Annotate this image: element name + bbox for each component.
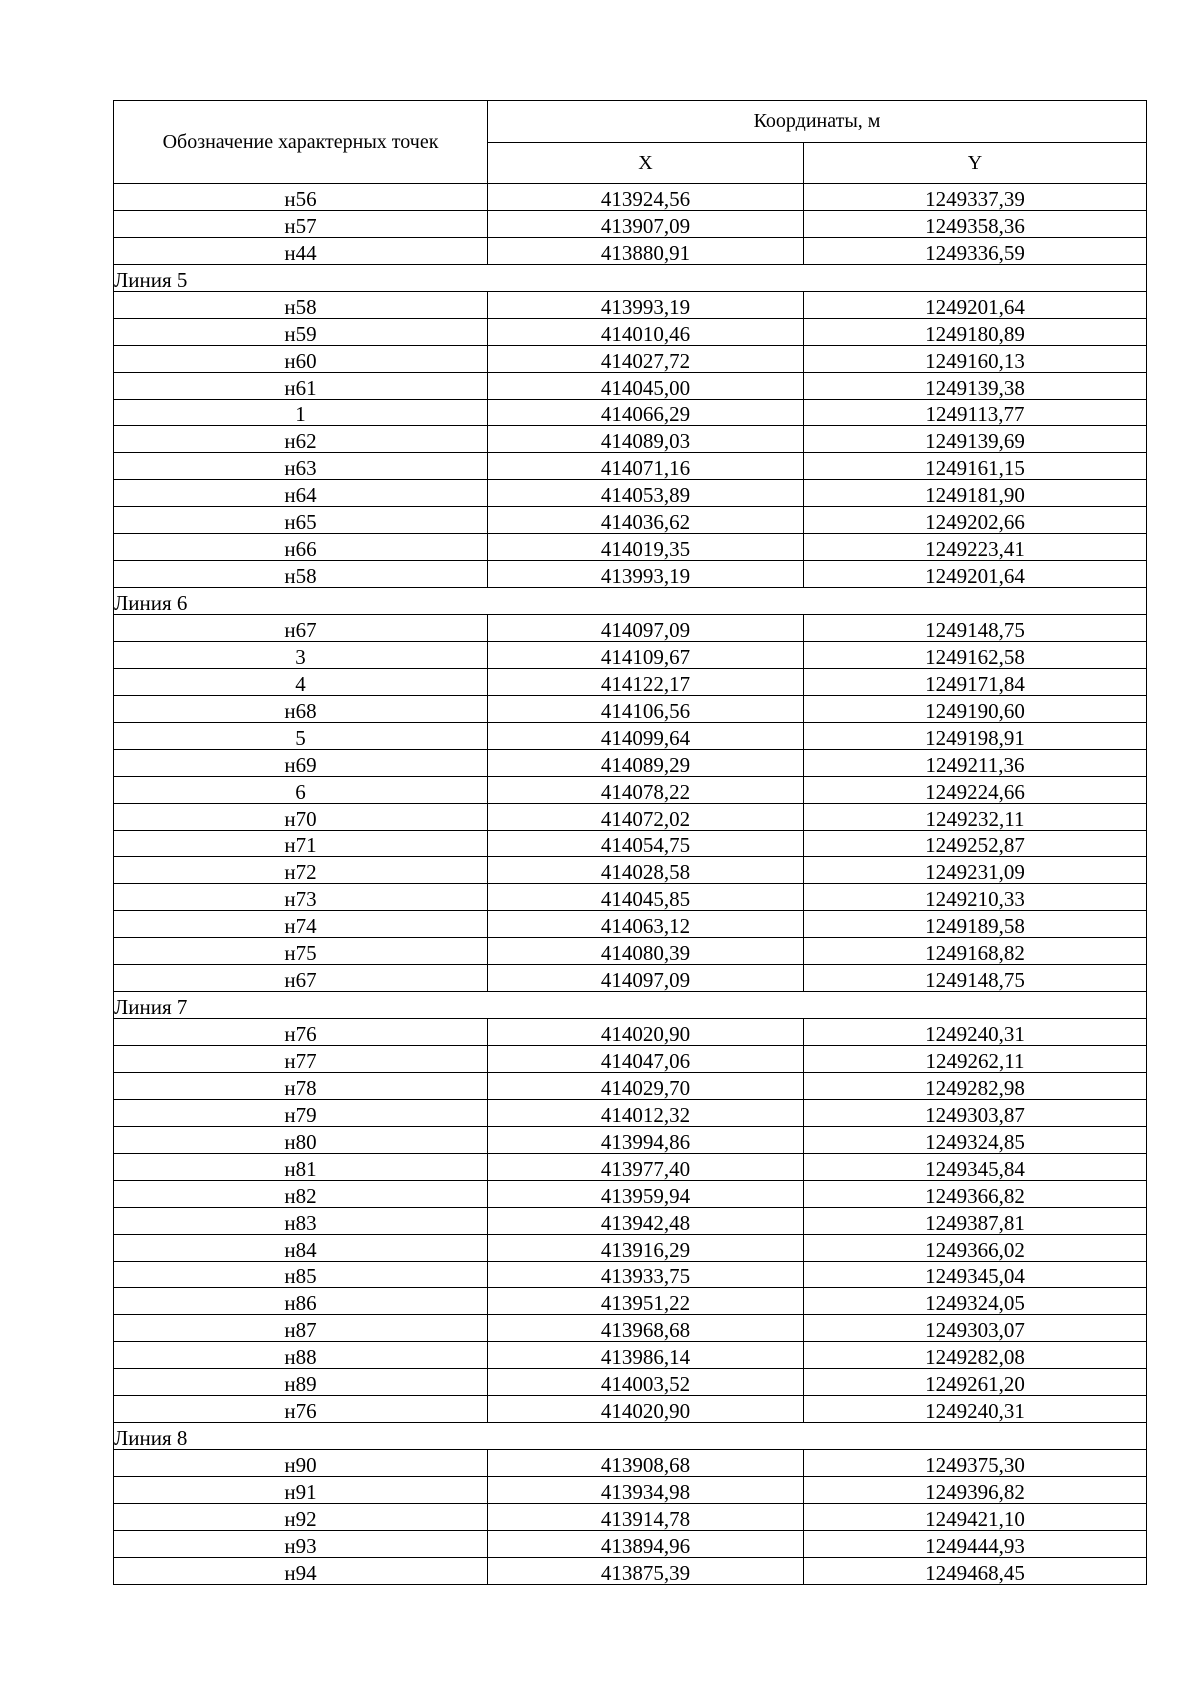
point-cell: н75 [114,938,488,965]
table-row [114,1530,1147,1557]
x-cell: 414045,00 [488,372,804,399]
table-row [114,1126,1147,1153]
x-cell: 414106,56 [488,695,804,722]
table-row [114,1396,1147,1423]
y-cell: 1249232,11 [804,803,1147,830]
y-cell: 1249240,31 [804,1396,1147,1423]
y-cell: 1249189,58 [804,911,1147,938]
x-cell: 414072,02 [488,803,804,830]
x-cell: 414027,72 [488,345,804,372]
y-cell: 1249262,11 [804,1046,1147,1073]
y-cell: 1249113,77 [804,399,1147,426]
y-cell: 1249168,82 [804,938,1147,965]
table-row [114,1180,1147,1207]
y-cell: 1249468,45 [804,1557,1147,1584]
x-cell: 413986,14 [488,1342,804,1369]
y-cell: 1249201,64 [804,291,1147,318]
y-cell: 1249396,82 [804,1477,1147,1504]
table-row [114,399,1147,426]
x-cell: 414066,29 [488,399,804,426]
y-cell: 1249211,36 [804,749,1147,776]
point-cell: н64 [114,480,488,507]
x-cell: 414029,70 [488,1072,804,1099]
header-row [114,101,1147,143]
section-row [114,588,1147,615]
table-row [114,641,1147,668]
point-cell: н59 [114,318,488,345]
table-row [114,749,1147,776]
point-designation-header: Обозначение характерных точек [114,101,488,184]
table-row [114,1046,1147,1073]
point-cell: н91 [114,1477,488,1504]
y-cell: 1249421,10 [804,1503,1147,1530]
point-cell: н84 [114,1234,488,1261]
x-cell: 413875,39 [488,1557,804,1584]
y-cell: 1249324,05 [804,1288,1147,1315]
y-cell: 1249444,93 [804,1530,1147,1557]
y-cell: 1249210,33 [804,884,1147,911]
table-row [114,911,1147,938]
table-row [114,453,1147,480]
point-cell: н56 [114,184,488,211]
table-row [114,184,1147,211]
x-cell: 414078,22 [488,776,804,803]
point-cell: н85 [114,1261,488,1288]
y-cell: 1249324,85 [804,1126,1147,1153]
table-row [114,345,1147,372]
table-row [114,965,1147,992]
x-cell: 413994,86 [488,1126,804,1153]
point-cell: н58 [114,561,488,588]
point-cell: н67 [114,615,488,642]
point-cell: 3 [114,641,488,668]
x-cell: 413934,98 [488,1477,804,1504]
point-cell: н93 [114,1530,488,1557]
x-cell: 414020,90 [488,1396,804,1423]
y-cell: 1249202,66 [804,507,1147,534]
y-cell: 1249336,59 [804,237,1147,264]
y-cell: 1249148,75 [804,965,1147,992]
x-cell: 414020,90 [488,1019,804,1046]
x-cell: 414099,64 [488,722,804,749]
point-cell: н57 [114,210,488,237]
x-cell: 414053,89 [488,480,804,507]
table-row [114,1342,1147,1369]
table-row [114,884,1147,911]
x-cell: 414012,32 [488,1099,804,1126]
table-row [114,1099,1147,1126]
point-cell: н88 [114,1342,488,1369]
point-cell: н65 [114,507,488,534]
table-row [114,1369,1147,1396]
point-cell: н71 [114,830,488,857]
point-cell: н87 [114,1315,488,1342]
table-row [114,1288,1147,1315]
x-cell: 414045,85 [488,884,804,911]
x-cell: 414019,35 [488,534,804,561]
table-row [114,776,1147,803]
table-row [114,507,1147,534]
x-cell: 413880,91 [488,237,804,264]
x-cell: 414036,62 [488,507,804,534]
point-cell: н82 [114,1180,488,1207]
table-row [114,1072,1147,1099]
x-cell: 413916,29 [488,1234,804,1261]
x-cell: 413951,22 [488,1288,804,1315]
point-cell: н89 [114,1369,488,1396]
coordinates-table [113,100,1147,1585]
point-cell: н94 [114,1557,488,1584]
table-row [114,722,1147,749]
point-cell: н60 [114,345,488,372]
table-row [114,237,1147,264]
section-row [114,992,1147,1019]
table-row [114,1234,1147,1261]
table-row [114,1450,1147,1477]
y-cell: 1249160,13 [804,345,1147,372]
y-cell: 1249180,89 [804,318,1147,345]
point-cell: 5 [114,722,488,749]
table-row [114,668,1147,695]
y-cell: 1249148,75 [804,615,1147,642]
y-cell: 1249231,09 [804,857,1147,884]
y-cell: 1249358,36 [804,210,1147,237]
point-cell: н62 [114,426,488,453]
y-cell: 1249345,84 [804,1153,1147,1180]
x-cell: 413968,68 [488,1315,804,1342]
x-cell: 413942,48 [488,1207,804,1234]
y-cell: 1249240,31 [804,1019,1147,1046]
x-cell: 414071,16 [488,453,804,480]
table-row [114,830,1147,857]
x-cell: 413924,56 [488,184,804,211]
y-cell: 1249252,87 [804,830,1147,857]
point-cell: н81 [114,1153,488,1180]
point-cell: н76 [114,1019,488,1046]
section-row [114,1423,1147,1450]
table-row [114,372,1147,399]
y-cell: 1249387,81 [804,1207,1147,1234]
x-cell: 414089,29 [488,749,804,776]
x-cell: 413907,09 [488,210,804,237]
point-cell: н78 [114,1072,488,1099]
y-cell: 1249224,66 [804,776,1147,803]
y-cell: 1249303,87 [804,1099,1147,1126]
table-row [114,534,1147,561]
y-axis-header: Y [804,142,1147,184]
y-cell: 1249345,04 [804,1261,1147,1288]
y-cell: 1249337,39 [804,184,1147,211]
point-cell: н76 [114,1396,488,1423]
y-cell: 1249282,98 [804,1072,1147,1099]
table-row [114,695,1147,722]
y-cell: 1249366,82 [804,1180,1147,1207]
x-cell: 414080,39 [488,938,804,965]
y-cell: 1249282,08 [804,1342,1147,1369]
point-cell: н72 [114,857,488,884]
point-cell: н80 [114,1126,488,1153]
x-cell: 414063,12 [488,911,804,938]
table-row [114,480,1147,507]
y-cell: 1249366,02 [804,1234,1147,1261]
point-cell: н44 [114,237,488,264]
table-row [114,857,1147,884]
x-cell: 414054,75 [488,830,804,857]
table-row [114,938,1147,965]
point-cell: н86 [114,1288,488,1315]
point-cell: н90 [114,1450,488,1477]
section-label: Линия 6 [114,588,1147,615]
section-label: Линия 7 [114,992,1147,1019]
section-label: Линия 5 [114,264,1147,291]
table-header [114,101,1147,184]
table-row [114,318,1147,345]
x-cell: 413908,68 [488,1450,804,1477]
x-cell: 414109,67 [488,641,804,668]
y-cell: 1249162,58 [804,641,1147,668]
point-cell: н61 [114,372,488,399]
x-cell: 414047,06 [488,1046,804,1073]
table-row [114,1207,1147,1234]
x-axis-header: X [488,142,804,184]
table-row [114,426,1147,453]
y-cell: 1249181,90 [804,480,1147,507]
point-cell: н66 [114,534,488,561]
point-cell: н63 [114,453,488,480]
x-cell: 414089,03 [488,426,804,453]
x-cell: 413933,75 [488,1261,804,1288]
point-cell: 4 [114,668,488,695]
y-cell: 1249375,30 [804,1450,1147,1477]
x-cell: 414122,17 [488,668,804,695]
point-cell: н83 [114,1207,488,1234]
table-row [114,1261,1147,1288]
table-row [114,1315,1147,1342]
table-row [114,561,1147,588]
point-cell: н68 [114,695,488,722]
point-cell: 6 [114,776,488,803]
y-cell: 1249139,69 [804,426,1147,453]
point-cell: н79 [114,1099,488,1126]
section-row [114,264,1147,291]
x-cell: 413993,19 [488,561,804,588]
x-cell: 413894,96 [488,1530,804,1557]
point-cell: н69 [114,749,488,776]
x-cell: 413959,94 [488,1180,804,1207]
point-cell: 1 [114,399,488,426]
x-cell: 414097,09 [488,615,804,642]
table-row [114,1019,1147,1046]
table-row [114,291,1147,318]
x-cell: 413993,19 [488,291,804,318]
coordinates-header: Координаты, м [488,101,1147,143]
y-cell: 1249190,60 [804,695,1147,722]
x-cell: 414028,58 [488,857,804,884]
point-cell: н73 [114,884,488,911]
table-body [114,184,1147,1585]
y-cell: 1249139,38 [804,372,1147,399]
table-row [114,615,1147,642]
y-cell: 1249261,20 [804,1369,1147,1396]
x-cell: 413914,78 [488,1503,804,1530]
table-row [114,1153,1147,1180]
section-label: Линия 8 [114,1423,1147,1450]
y-cell: 1249161,15 [804,453,1147,480]
table-row [114,210,1147,237]
table-row [114,1557,1147,1584]
x-cell: 414097,09 [488,965,804,992]
y-cell: 1249223,41 [804,534,1147,561]
table-row [114,803,1147,830]
y-cell: 1249198,91 [804,722,1147,749]
y-cell: 1249201,64 [804,561,1147,588]
y-cell: 1249303,07 [804,1315,1147,1342]
x-cell: 414003,52 [488,1369,804,1396]
point-cell: н77 [114,1046,488,1073]
table-row [114,1477,1147,1504]
y-cell: 1249171,84 [804,668,1147,695]
point-cell: н58 [114,291,488,318]
x-cell: 413977,40 [488,1153,804,1180]
point-cell: н74 [114,911,488,938]
point-cell: н67 [114,965,488,992]
table-row [114,1503,1147,1530]
point-cell: н70 [114,803,488,830]
x-cell: 414010,46 [488,318,804,345]
point-cell: н92 [114,1503,488,1530]
